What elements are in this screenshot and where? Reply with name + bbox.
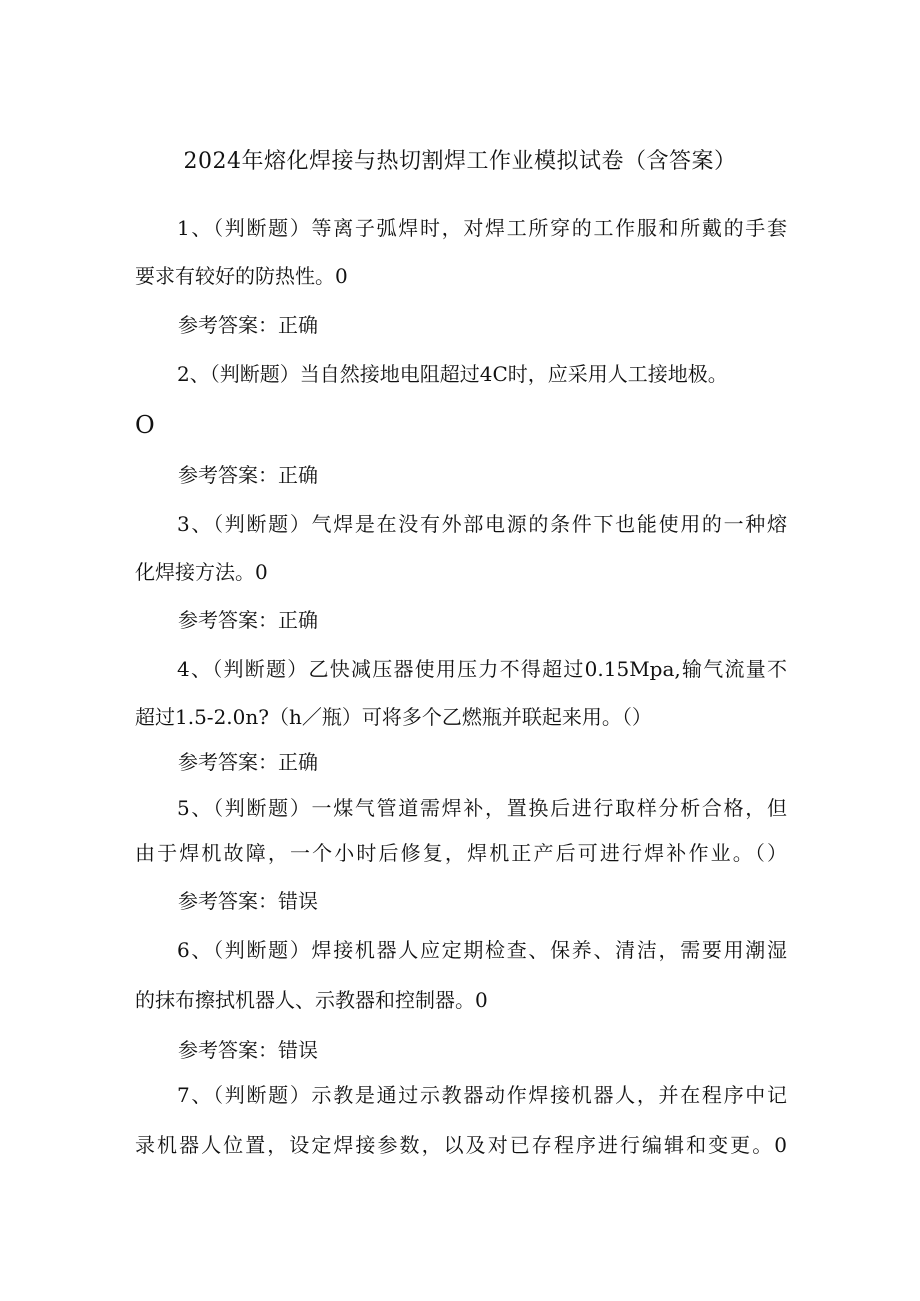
q5-answer: 参考答案：错误 [178,889,318,913]
document-title: 2024年熔化焊接与热切割焊工作业模拟试卷（含答案） [183,149,737,174]
q7-text-line-1: 7、（判断题）示教是通过示教器动作焊接机器人，并在程序中记 [177,1083,787,1107]
q1-text-line-2: 要求有较好的防热性。0 [135,264,348,288]
q2-text-line-2: O [135,411,155,439]
q6-text-line-1: 6、（判断题）焊接机器人应定期检查、保养、清洁，需要用潮湿 [177,938,787,962]
q6-text-line-2: 的抹布擦拭机器人、示教器和控制器。0 [135,988,488,1012]
q6-answer: 参考答案：错误 [178,1038,318,1062]
q4-text-line-2: 超过1.5-2.0n?（h／瓶）可将多个乙燃瓶并联起来用。（） [135,705,652,729]
q1-answer: 参考答案：正确 [178,313,318,337]
q2-answer: 参考答案：正确 [178,463,318,487]
q4-text-line-1: 4、（判断题）乙快减压器使用压力不得超过0.15Mpa,输气流量不 [177,657,787,681]
q3-text-line-2: 化焊接方法。0 [135,560,268,584]
q3-text-line-1: 3、（判断题）气焊是在没有外部电源的条件下也能使用的一种熔 [177,512,787,536]
q1-text-line-1: 1、（判断题）等离子弧焊时，对焊工所穿的工作服和所戴的手套 [177,216,787,240]
q4-answer: 参考答案：正确 [178,750,318,774]
q5-text-line-2: 由于焊机故障，一个小时后修复，焊机正产后可进行焊补作业。（） [135,841,787,865]
q3-answer: 参考答案：正确 [178,608,318,632]
q7-text-line-2: 录机器人位置，设定焊接参数，以及对已存程序进行编辑和变更。0 [135,1133,787,1157]
q2-text-line-1: 2、（判断题）当自然接地电阻超过4C时，应采用人工接地极。 [177,362,728,386]
q5-text-line-1: 5、（判断题）一煤气管道需焊补，置换后进行取样分析合格，但 [177,796,787,820]
